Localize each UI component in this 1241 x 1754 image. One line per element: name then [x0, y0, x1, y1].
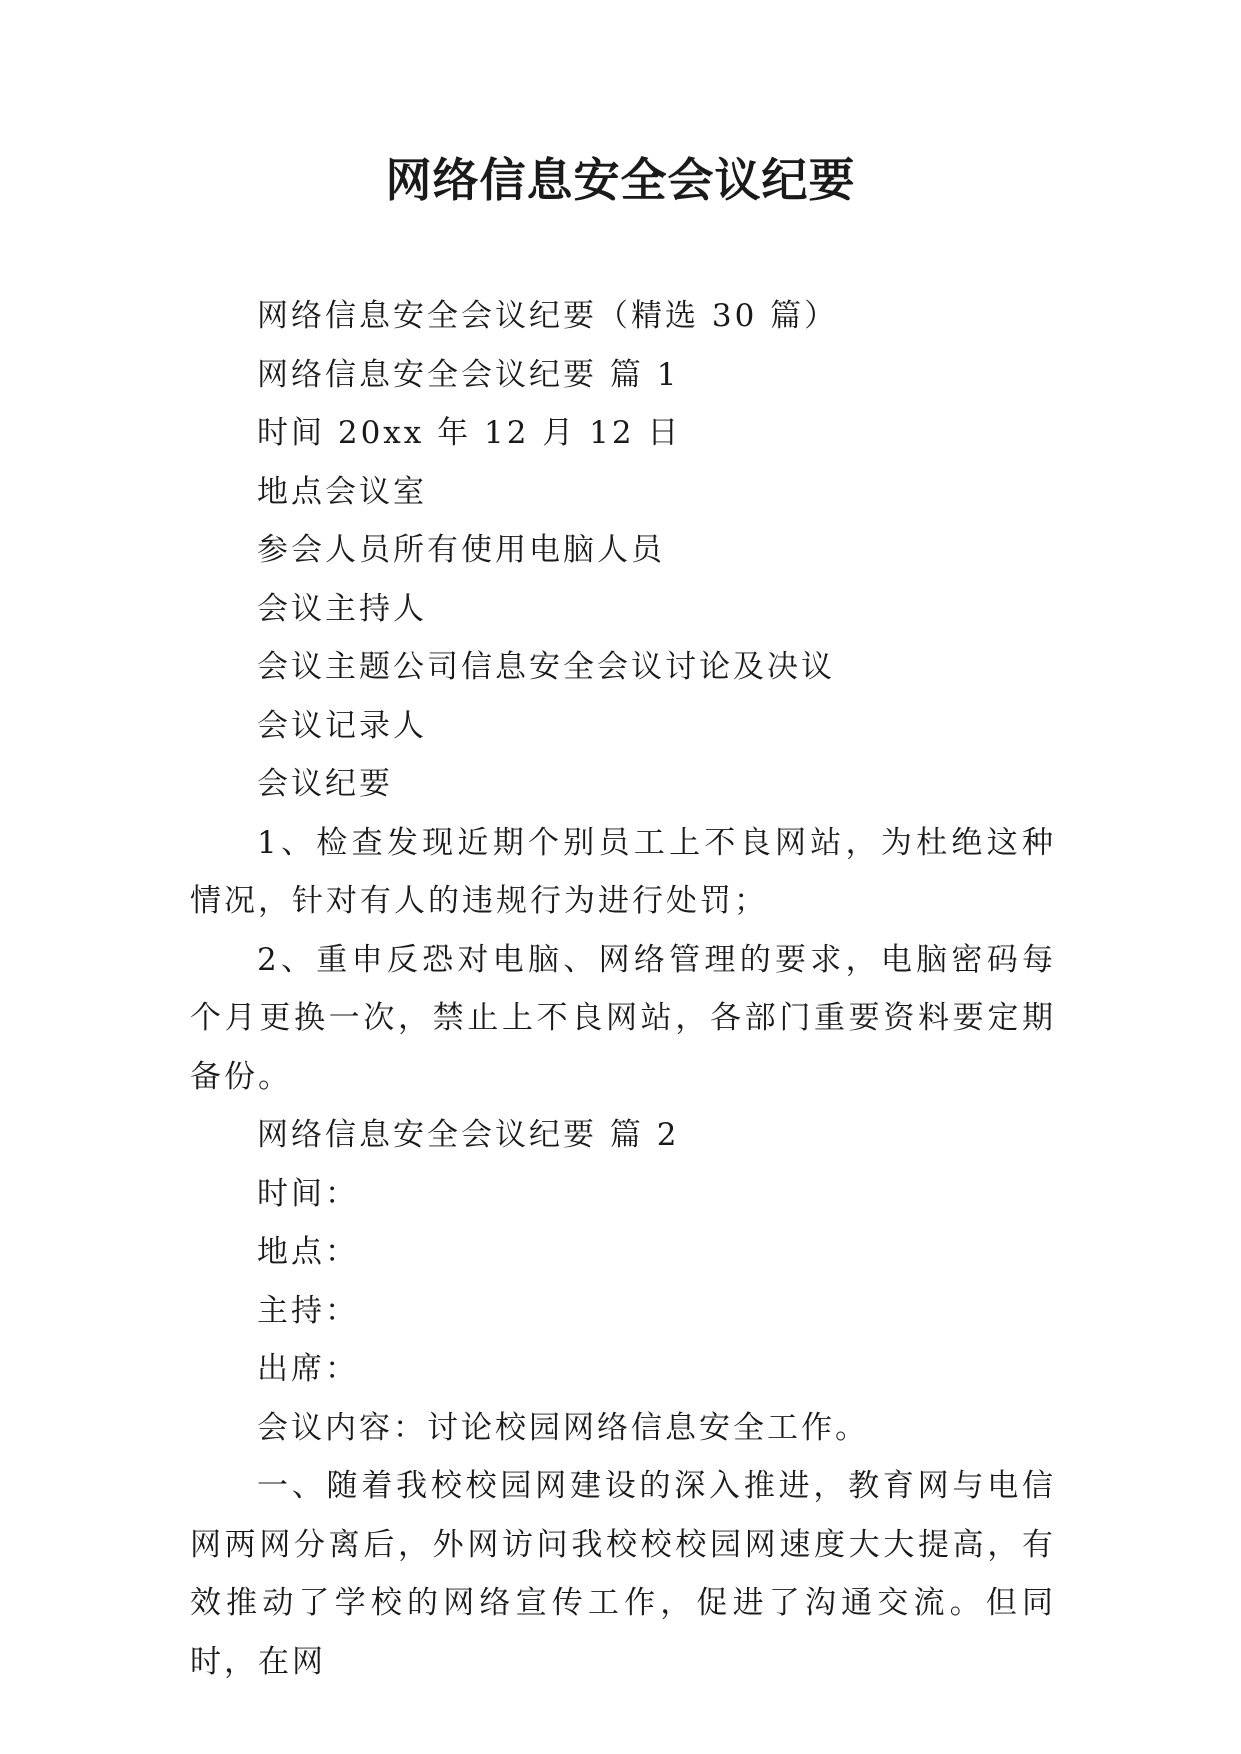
document-body: [190, 287, 1056, 1691]
paragraph-time-1: 时间 20xx 年 12 月 12 日: [257, 415, 682, 451]
paragraph-attendance-2: 出席：: [257, 1351, 359, 1387]
paragraph-place-1: 地点会议室: [257, 473, 427, 510]
paragraph-time-2: 时间：: [257, 1175, 359, 1212]
paragraph-item-2: 2、重申反恐对电脑、网络管理的要求，电脑密码每个月更换一次，禁止上不良网站，各部门重要资料要定期备份。: [190, 941, 1056, 1095]
paragraph-attendees-1: 参会人员所有使用电脑人员: [257, 532, 665, 568]
paragraph-intro: 网络信息安全会议纪要（精选 30 篇）: [257, 298, 839, 334]
paragraph-heading-2: 网络信息安全会议纪要 篇 2: [257, 1117, 680, 1153]
paragraph-topic-1: 会议主题公司信息安全会议讨论及决议: [257, 649, 835, 685]
paragraph-place-2: 地点：: [257, 1234, 359, 1270]
paragraph-recorder-1: 会议记录人: [257, 707, 427, 744]
paragraph-content-2: 会议内容：讨论校园网络信息安全工作。: [257, 1409, 869, 1446]
paragraph-minutes-1: 会议纪要: [257, 766, 393, 802]
paragraph-heading-1: 网络信息安全会议纪要 篇 1: [257, 356, 680, 393]
paragraph-host-2: 主持：: [257, 1292, 359, 1329]
document-title: 网络信息安全会议纪要: [385, 153, 856, 207]
paragraph-section-one: 一、随着我校校园网建设的深入推进，教育网与电信网两网分离后，外网访问我校校校园网速度大大提高，有效推动了学校的网络宣传工作，促进了沟通交流。但同时，在网: [190, 1468, 1056, 1680]
paragraph-host-1: 会议主持人: [257, 590, 427, 627]
paragraph-item-1: 1、检查发现近期个别员工上不良网站，为杜绝这种情况，针对有人的违规行为进行处罚；: [190, 824, 1056, 919]
